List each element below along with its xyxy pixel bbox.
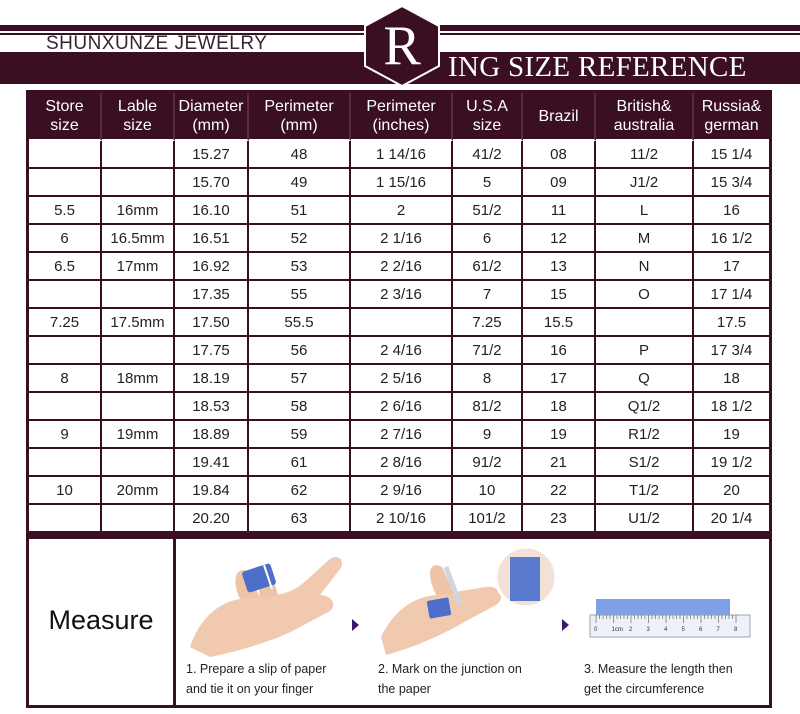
table-cell: 2 [351, 197, 453, 225]
column-header-lable-size: Lable size [102, 93, 175, 141]
table-cell: L [596, 197, 694, 225]
table-cell: U1/2 [596, 505, 694, 533]
table-cell: 16.51 [175, 225, 249, 253]
table-cell: J1/2 [596, 169, 694, 197]
table-cell: 19 [523, 421, 596, 449]
table-cell: 101/2 [453, 505, 523, 533]
table-cell: 6 [453, 225, 523, 253]
table-cell: 2 1/16 [351, 225, 453, 253]
table-cell: N [596, 253, 694, 281]
table-cell: 19.41 [175, 449, 249, 477]
table-cell: 17 [523, 365, 596, 393]
table-cell: 57 [249, 365, 351, 393]
table-cell [102, 449, 175, 477]
table-cell: Q1/2 [596, 393, 694, 421]
table-cell [29, 281, 102, 309]
column-header-perimeter-mm: Perimeter (mm) [249, 93, 351, 141]
table-cell: 61 [249, 449, 351, 477]
table-cell: 7 [453, 281, 523, 309]
table-cell: 19.84 [175, 477, 249, 505]
table-cell: 52 [249, 225, 351, 253]
ruler-icon [590, 615, 750, 637]
table-cell: 49 [249, 169, 351, 197]
step-1-image [180, 547, 350, 659]
table-cell: S1/2 [596, 449, 694, 477]
table-cell: 17 3/4 [694, 337, 769, 365]
ring-size-table [29, 93, 769, 533]
table-cell: 13 [523, 253, 596, 281]
table-cell: 18.19 [175, 365, 249, 393]
table-cell: 2 6/16 [351, 393, 453, 421]
table-cell [29, 505, 102, 533]
table-cell: 18mm [102, 365, 175, 393]
table-cell: 2 4/16 [351, 337, 453, 365]
table-cell: 18 [523, 393, 596, 421]
table-cell: 41/2 [453, 141, 523, 169]
table-cell: 17.50 [175, 309, 249, 337]
table-row [29, 225, 769, 253]
table-cell: 17 [694, 253, 769, 281]
ruler-label: 7 [716, 627, 720, 633]
table-cell: 11 [523, 197, 596, 225]
ruler-label: 6 [699, 627, 703, 633]
table-cell: 59 [249, 421, 351, 449]
table-cell: 16 [694, 197, 769, 225]
table-cell: 2 7/16 [351, 421, 453, 449]
table-cell: R1/2 [596, 421, 694, 449]
table-cell: 8 [29, 365, 102, 393]
table-cell: 58 [249, 393, 351, 421]
table-cell: Q [596, 365, 694, 393]
ruler-label: 1cm [611, 627, 623, 633]
table-cell: 2 3/16 [351, 281, 453, 309]
table-cell: 17.5mm [102, 309, 175, 337]
column-header-store-size: Store size [29, 93, 102, 141]
measured-paper-icon [596, 599, 730, 615]
table-cell: 19 1/2 [694, 449, 769, 477]
table-cell: 71/2 [453, 337, 523, 365]
table-cell: 9 [29, 421, 102, 449]
table-cell: 16.92 [175, 253, 249, 281]
table-cell: 48 [249, 141, 351, 169]
table-cell [29, 337, 102, 365]
table-cell: 16 [523, 337, 596, 365]
table-row [29, 309, 769, 337]
table-cell: 7.25 [453, 309, 523, 337]
table-cell [102, 281, 175, 309]
arrow-1-icon [352, 619, 359, 631]
table-cell: 23 [523, 505, 596, 533]
table-cell: 16mm [102, 197, 175, 225]
table-cell [596, 309, 694, 337]
table-cell: 19 [694, 421, 769, 449]
table-cell: O [596, 281, 694, 309]
table-cell: 22 [523, 477, 596, 505]
table-cell: 8 [453, 365, 523, 393]
step-1-text: 1. Prepare a slip of paper and tie it on your finger [186, 662, 327, 696]
table-cell: 62 [249, 477, 351, 505]
column-header-diameter: Diameter (mm) [175, 93, 249, 141]
table-cell: 2 10/16 [351, 505, 453, 533]
step-2-image [376, 547, 556, 659]
table-cell: 10 [453, 477, 523, 505]
table-cell: 61/2 [453, 253, 523, 281]
measure-label: Measure [48, 605, 154, 635]
table-cell: 17.75 [175, 337, 249, 365]
table-row [29, 141, 769, 169]
table-row [29, 337, 769, 365]
table-cell: 12 [523, 225, 596, 253]
ruler-label: 3 [646, 627, 650, 633]
table-cell: 51/2 [453, 197, 523, 225]
table-cell [29, 449, 102, 477]
table-cell: 19mm [102, 421, 175, 449]
table-cell: 53 [249, 253, 351, 281]
table-cell: 7.25 [29, 309, 102, 337]
column-header-perimeter-inches: Perimeter (inches) [351, 93, 453, 141]
table-row [29, 393, 769, 421]
table-cell [29, 393, 102, 421]
table-cell: 2 8/16 [351, 449, 453, 477]
table-cell: 18.89 [175, 421, 249, 449]
table-cell: 20mm [102, 477, 175, 505]
table-cell: 16.10 [175, 197, 249, 225]
table-cell: 6.5 [29, 253, 102, 281]
zoom-paper-icon [510, 557, 540, 601]
table-cell: 20 1/4 [694, 505, 769, 533]
table-cell: 09 [523, 169, 596, 197]
table-cell [351, 309, 453, 337]
table-cell: 15 [523, 281, 596, 309]
table-cell [102, 337, 175, 365]
table-cell: P [596, 337, 694, 365]
table-cell: 15 3/4 [694, 169, 769, 197]
table-cell [102, 169, 175, 197]
table-cell: 18 [694, 365, 769, 393]
table-cell: 63 [249, 505, 351, 533]
ruler-label: 0 [594, 627, 598, 633]
table-cell: T1/2 [596, 477, 694, 505]
ruler-label: 2 [629, 627, 633, 633]
table-cell: 91/2 [453, 449, 523, 477]
table-cell: 15.5 [523, 309, 596, 337]
table-row [29, 421, 769, 449]
table-cell: 15.70 [175, 169, 249, 197]
table-cell: 2 2/16 [351, 253, 453, 281]
table-cell: 17 1/4 [694, 281, 769, 309]
table-cell: 55.5 [249, 309, 351, 337]
measure-steps-panel [176, 539, 769, 705]
table-cell: 5 [453, 169, 523, 197]
table-cell: 20.20 [175, 505, 249, 533]
table-cell: 17.5 [694, 309, 769, 337]
table-row [29, 505, 769, 533]
table-cell [102, 505, 175, 533]
table-cell [102, 393, 175, 421]
brand-name: SHUNXUNZE JEWELRY [46, 33, 268, 54]
table-row [29, 449, 769, 477]
table-cell: 16 1/2 [694, 225, 769, 253]
ruler-label: 4 [664, 627, 668, 633]
table-cell: 9 [453, 421, 523, 449]
table-cell: 08 [523, 141, 596, 169]
table-row [29, 281, 769, 309]
table-cell: 10 [29, 477, 102, 505]
table-cell: 15 1/4 [694, 141, 769, 169]
table-cell [102, 141, 175, 169]
table-cell [29, 169, 102, 197]
table-cell: 17.35 [175, 281, 249, 309]
page-title: ING SIZE REFERENCE [448, 51, 747, 83]
table-cell: 51 [249, 197, 351, 225]
table-cell: 15.27 [175, 141, 249, 169]
table-cell: 21 [523, 449, 596, 477]
table-cell: 6 [29, 225, 102, 253]
ruler-label: 5 [681, 627, 685, 633]
column-header-usa-size: U.S.A size [453, 93, 523, 141]
column-header-brazil: Brazil [523, 93, 596, 141]
step-3-text: 3. Measure the length then get the circumference [584, 662, 733, 696]
arrow-2-icon [562, 619, 569, 631]
table-cell: 1 15/16 [351, 169, 453, 197]
table-cell: 55 [249, 281, 351, 309]
table-cell: 18 1/2 [694, 393, 769, 421]
table-row [29, 253, 769, 281]
table-header-row [29, 93, 769, 141]
table-row [29, 197, 769, 225]
table-cell: 56 [249, 337, 351, 365]
table-cell: 5.5 [29, 197, 102, 225]
table-cell: 2 9/16 [351, 477, 453, 505]
table-row [29, 477, 769, 505]
table-cell: 16.5mm [102, 225, 175, 253]
table-cell: 1 14/16 [351, 141, 453, 169]
table-cell: 18.53 [175, 393, 249, 421]
measure-panel [29, 539, 173, 705]
logo-letter: R [383, 15, 421, 77]
table-cell: 81/2 [453, 393, 523, 421]
table-cell: 20 [694, 477, 769, 505]
table-cell [29, 141, 102, 169]
table-row [29, 365, 769, 393]
table-cell: M [596, 225, 694, 253]
column-header-russia-german: Russia& german [694, 93, 769, 141]
table-cell: 11/2 [596, 141, 694, 169]
ruler-label: 8 [734, 627, 738, 633]
column-header-british-australia: British& australia [596, 93, 694, 141]
step-2-text: 2. Mark on the junction on the paper [378, 662, 522, 696]
table-row [29, 169, 769, 197]
table-cell: 17mm [102, 253, 175, 281]
step-3-image [586, 547, 756, 659]
table-cell: 2 5/16 [351, 365, 453, 393]
